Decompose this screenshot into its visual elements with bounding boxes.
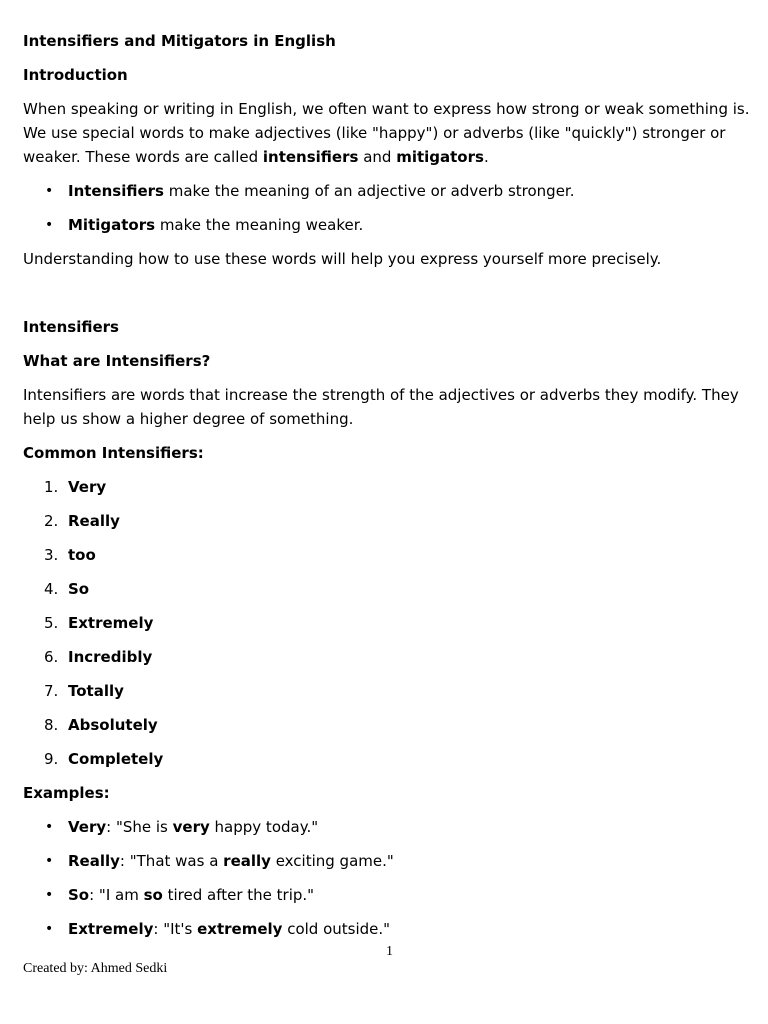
example-term: Very: [68, 818, 107, 836]
intensifier-word: Really: [68, 512, 120, 530]
list-item: [23, 815, 758, 839]
list-item: [23, 543, 758, 567]
list-item: [23, 179, 758, 203]
intro-paragraph: [23, 97, 758, 169]
what-are-intensifiers-heading: What are Intensifiers?: [23, 352, 211, 370]
footer-credit: Created by: Ahmed Sedki: [23, 961, 168, 976]
list-item: [23, 213, 758, 237]
intro-conclusion: Understanding how to use these words will help you express yourself more precisely.: [23, 250, 662, 268]
list-item: [23, 747, 758, 771]
list-number: 3.: [44, 546, 59, 564]
list-number: 6.: [44, 648, 59, 666]
definition-term: Mitigators: [68, 216, 156, 234]
example-term: Extremely: [68, 920, 154, 938]
example-bold: so: [143, 886, 163, 904]
intensifier-word: Totally: [68, 682, 124, 700]
what-paragraph: Intensifiers are words that increase the strength of the adjectives or adverbs they modify. They help us show a higher degree of something.: [23, 386, 739, 428]
list-number: 2.: [44, 512, 59, 530]
definition-list: [23, 179, 758, 237]
example-term: So: [68, 886, 90, 904]
intro-term-mitigators: mitigators: [396, 148, 484, 166]
list-number: 9.: [44, 750, 59, 768]
document-page: [23, 29, 758, 941]
list-number: 7.: [44, 682, 59, 700]
list-number: 1.: [44, 478, 59, 496]
intro-text-3: .: [483, 148, 489, 166]
example-text: happy today.": [209, 818, 319, 836]
document-title: Intensifiers and Mitigators in English: [23, 32, 336, 50]
example-text: exciting game.": [270, 852, 394, 870]
example-text: tired after the trip.": [162, 886, 315, 904]
examples-heading: Examples:: [23, 784, 110, 802]
intro-text-2: and: [358, 148, 397, 166]
example-term: Really: [68, 852, 120, 870]
list-item: [23, 713, 758, 737]
example-text: : "She is: [106, 818, 173, 836]
list-item: [23, 883, 758, 907]
intro-term-intensifiers: intensifiers: [262, 148, 359, 166]
intensifier-word: Absolutely: [68, 716, 158, 734]
intensifier-word: So: [68, 580, 90, 598]
example-text: cold outside.": [282, 920, 391, 938]
example-text: : "That was a: [119, 852, 224, 870]
page-number: 1: [386, 944, 393, 959]
intensifier-word: Incredibly: [68, 648, 153, 666]
list-item: [23, 611, 758, 635]
definition-text: make the meaning weaker.: [155, 216, 364, 234]
intensifier-word: too: [68, 546, 96, 564]
list-item: [23, 849, 758, 873]
common-intensifiers-heading: Common Intensifiers:: [23, 444, 204, 462]
list-item: [23, 679, 758, 703]
list-item: [23, 917, 758, 941]
definition-term: Intensifiers: [68, 182, 164, 200]
intensifier-word: Very: [68, 478, 107, 496]
example-text: : "It's: [153, 920, 198, 938]
intro-text-1: When speaking or writing in English, we often want to express how strong or weak something is. We use special words to make adjectives (like "happy") or adverbs (like "quickly") stronger or weaker. These words are called: [23, 100, 750, 166]
intensifier-word: Completely: [68, 750, 164, 768]
list-number: 4.: [44, 580, 59, 598]
example-bold: really: [223, 852, 271, 870]
examples-list: [23, 815, 758, 941]
list-item: [23, 475, 758, 499]
list-item: [23, 509, 758, 533]
list-item: [23, 645, 758, 669]
list-item: [23, 577, 758, 601]
intensifier-word: Extremely: [68, 614, 154, 632]
introduction-heading: Introduction: [23, 66, 128, 84]
definition-text: make the meaning of an adjective or adverb stronger.: [163, 182, 575, 200]
example-text: : "I am: [89, 886, 144, 904]
example-bold: extremely: [197, 920, 283, 938]
list-number: 5.: [44, 614, 59, 632]
list-number: 8.: [44, 716, 59, 734]
intensifiers-heading: Intensifiers: [23, 318, 119, 336]
example-bold: very: [172, 818, 210, 836]
common-intensifiers-list: [23, 475, 758, 771]
